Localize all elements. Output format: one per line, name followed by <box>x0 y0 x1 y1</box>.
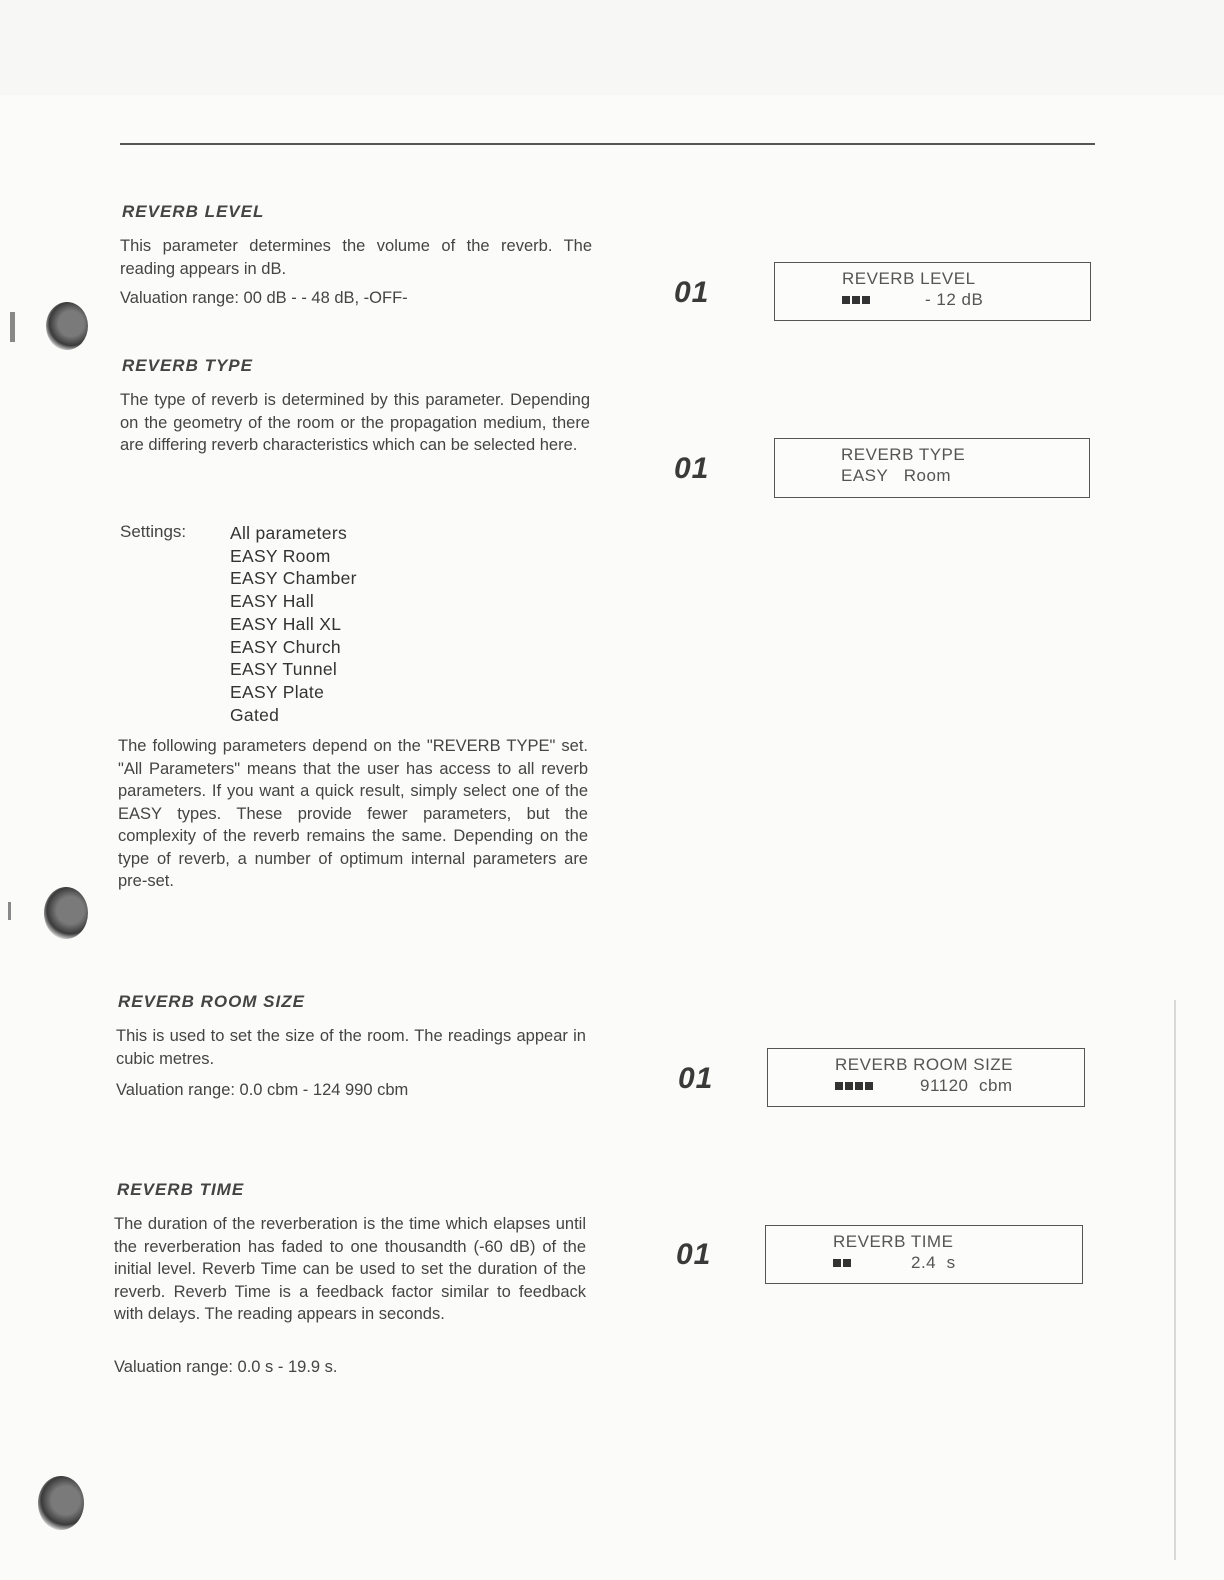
reverb-time-description: The duration of the reverberation is the time which elapses until the reverberation has faded to one thousandth (-60 dB) of the initial level. Reverb Time can be used to set the duration of the reverb. Reverb Time is a feedback factor similar to feedback with delays. The reading appears in seconds. <box>114 1215 586 1323</box>
setting-item: EASY Room <box>230 545 331 566</box>
section-heading-reverb-time: REVERB TIME <box>117 1180 245 1199</box>
reverb-room-size-bar <box>835 1082 873 1090</box>
reverb-type-display-value: EASY Room <box>841 466 952 485</box>
binder-mark-middle <box>8 902 11 920</box>
reverb-level-display <box>774 262 1091 321</box>
reverb-room-size-display-title: REVERB ROOM SIZE <box>835 1055 1014 1074</box>
reverb-room-size-page-number: 01 <box>678 1062 714 1095</box>
setting-item: EASY Chamber <box>230 568 357 589</box>
settings-list <box>230 522 357 726</box>
reverb-type-display-title: REVERB TYPE <box>841 445 966 464</box>
reverb-level-display-value: - 12 dB <box>925 290 984 309</box>
binder-hole-middle <box>44 887 88 939</box>
reverb-level-display-title: REVERB LEVEL <box>842 269 976 288</box>
reverb-time-display-value: 2.4 s <box>911 1253 956 1272</box>
setting-item: EASY Tunnel <box>230 659 338 680</box>
reverb-time-display <box>765 1225 1083 1284</box>
settings-label: Settings: <box>120 522 187 541</box>
reverb-room-size-range: Valuation range: 0.0 cbm - 124 990 cbm <box>116 1081 409 1099</box>
section-heading-reverb-room-size: REVERB ROOM SIZE <box>118 992 305 1011</box>
setting-item: EASY Church <box>230 636 341 657</box>
reverb-room-size-description: This is used to set the size of the room. The readings appear in cubic metres. <box>116 1027 586 1068</box>
reverb-level-description: This parameter determines the volume of the reverb. The reading appears in dB. <box>120 237 592 278</box>
reverb-time-bar <box>833 1259 851 1267</box>
binder-hole-top <box>46 302 88 350</box>
top-rule <box>120 143 1095 145</box>
section-heading-reverb-level: REVERB LEVEL <box>122 202 265 221</box>
page-edge <box>1174 1000 1176 1560</box>
reverb-level-bar <box>842 296 870 304</box>
reverb-time-display-title: REVERB TIME <box>833 1232 954 1251</box>
binder-hole-bottom <box>38 1476 84 1530</box>
setting-item: Gated <box>230 704 280 725</box>
reverb-time-range: Valuation range: 0.0 s - 19.9 s. <box>114 1358 338 1376</box>
reverb-type-note: The following parameters depend on the "REVERB TYPE" set. "All Parameters" means that the user has access to all reverb parameters. If you want a quick result, simply select one of the EASY types. These provide fewer parameters, but the complexity of the reverb remains the same. Depending on the type of reverb, a number of optimum internal parameters are pre-set. <box>118 737 588 890</box>
section-heading-reverb-type: REVERB TYPE <box>122 356 253 375</box>
reverb-type-description: The type of reverb is determined by this parameter. Depending on the geometry of the room or the propagation medium, there are differing reverb characteristics which can be selected here. <box>120 391 590 454</box>
reverb-level-page-number: 01 <box>674 276 710 309</box>
setting-item: All parameters <box>230 523 348 543</box>
setting-item: EASY Plate <box>230 681 325 702</box>
reverb-room-size-display-value: 91120 cbm <box>920 1076 1013 1095</box>
reverb-level-range: Valuation range: 00 dB - - 48 dB, -OFF- <box>120 289 408 307</box>
reverb-room-size-display <box>767 1048 1085 1107</box>
setting-item: EASY Hall XL <box>230 613 342 634</box>
setting-item: EASY Hall <box>230 591 315 612</box>
binder-mark-top <box>10 312 15 342</box>
reverb-type-display <box>774 438 1090 498</box>
reverb-time-page-number: 01 <box>676 1238 712 1271</box>
reverb-type-page-number: 01 <box>674 452 710 485</box>
